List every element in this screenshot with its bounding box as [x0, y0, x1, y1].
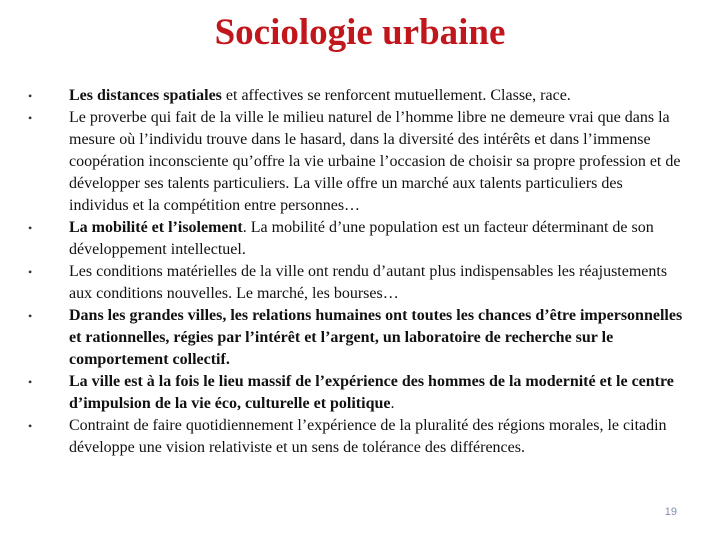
bullet-item — [28, 261, 684, 305]
bullet-bold-text: Dans les grandes villes, les relations humaines ont toutes les chances d’être impersonnelles et rationnelles, régies par l’intérêt et l’argent, un laboratoire de recherche sur le comportement collectif. — [69, 307, 683, 368]
bullet-list — [0, 85, 720, 459]
bullet-text: et affectives se renforcent mutuellement. Classe, race. — [221, 87, 571, 104]
bullet-bold-text: Les distances spatiales — [69, 87, 222, 104]
bullet-bold-text: La ville est à la fois le lieu massif de l’expérience des hommes de la modernité et le centre d’impulsion de la vie éco, culturelle et politique — [69, 373, 674, 412]
slide-title: Sociologie urbaine — [214, 12, 506, 53]
page-number: 19 — [664, 506, 677, 518]
bullet-text: Les conditions matérielles de la ville ont rendu d’autant plus indispensables les réajustements aux conditions nouvelles. Le marché, les bourses… — [69, 263, 668, 302]
bullet-text: . — [390, 395, 395, 412]
bullet-item — [28, 107, 684, 217]
bullet-item — [28, 415, 684, 459]
bullet-item — [28, 305, 684, 371]
bullet-dot-icon: • — [28, 309, 33, 323]
bullet-text: Le proverbe qui fait de la ville le milieu naturel de l’homme libre ne demeure vrai que dans la mesure où l’individu trouve dans le hasard, dans la diversité des intérêts et dans l’immense coopération inconsciente qu’offre la vie urbaine l’occasion de choisir sa propre profession et de développer ses talents particuliers. La ville offre un marché aux talents particuliers des individus et la compétition entre personnes… — [69, 109, 681, 214]
bullet-item — [28, 85, 684, 107]
bullet-text: Contraint de faire quotidiennement l’expérience de la pluralité des régions morales, le citadin développe une vision relativiste et un sens de tolérance des différences. — [69, 417, 667, 456]
bullet-bold-text: La mobilité et l’isolement — [69, 219, 243, 236]
bullet-dot-icon: • — [28, 111, 33, 125]
bullet-item — [28, 217, 684, 261]
bullet-dot-icon: • — [28, 419, 33, 433]
bullet-dot-icon: • — [28, 221, 33, 235]
bullet-dot-icon: • — [28, 375, 33, 389]
bullet-dot-icon: • — [28, 89, 33, 103]
bullet-text: . La mobilité d’une population est un facteur déterminant de son développement intellectuel. — [69, 219, 654, 258]
bullet-item — [28, 371, 684, 415]
bullet-dot-icon: • — [28, 265, 33, 279]
